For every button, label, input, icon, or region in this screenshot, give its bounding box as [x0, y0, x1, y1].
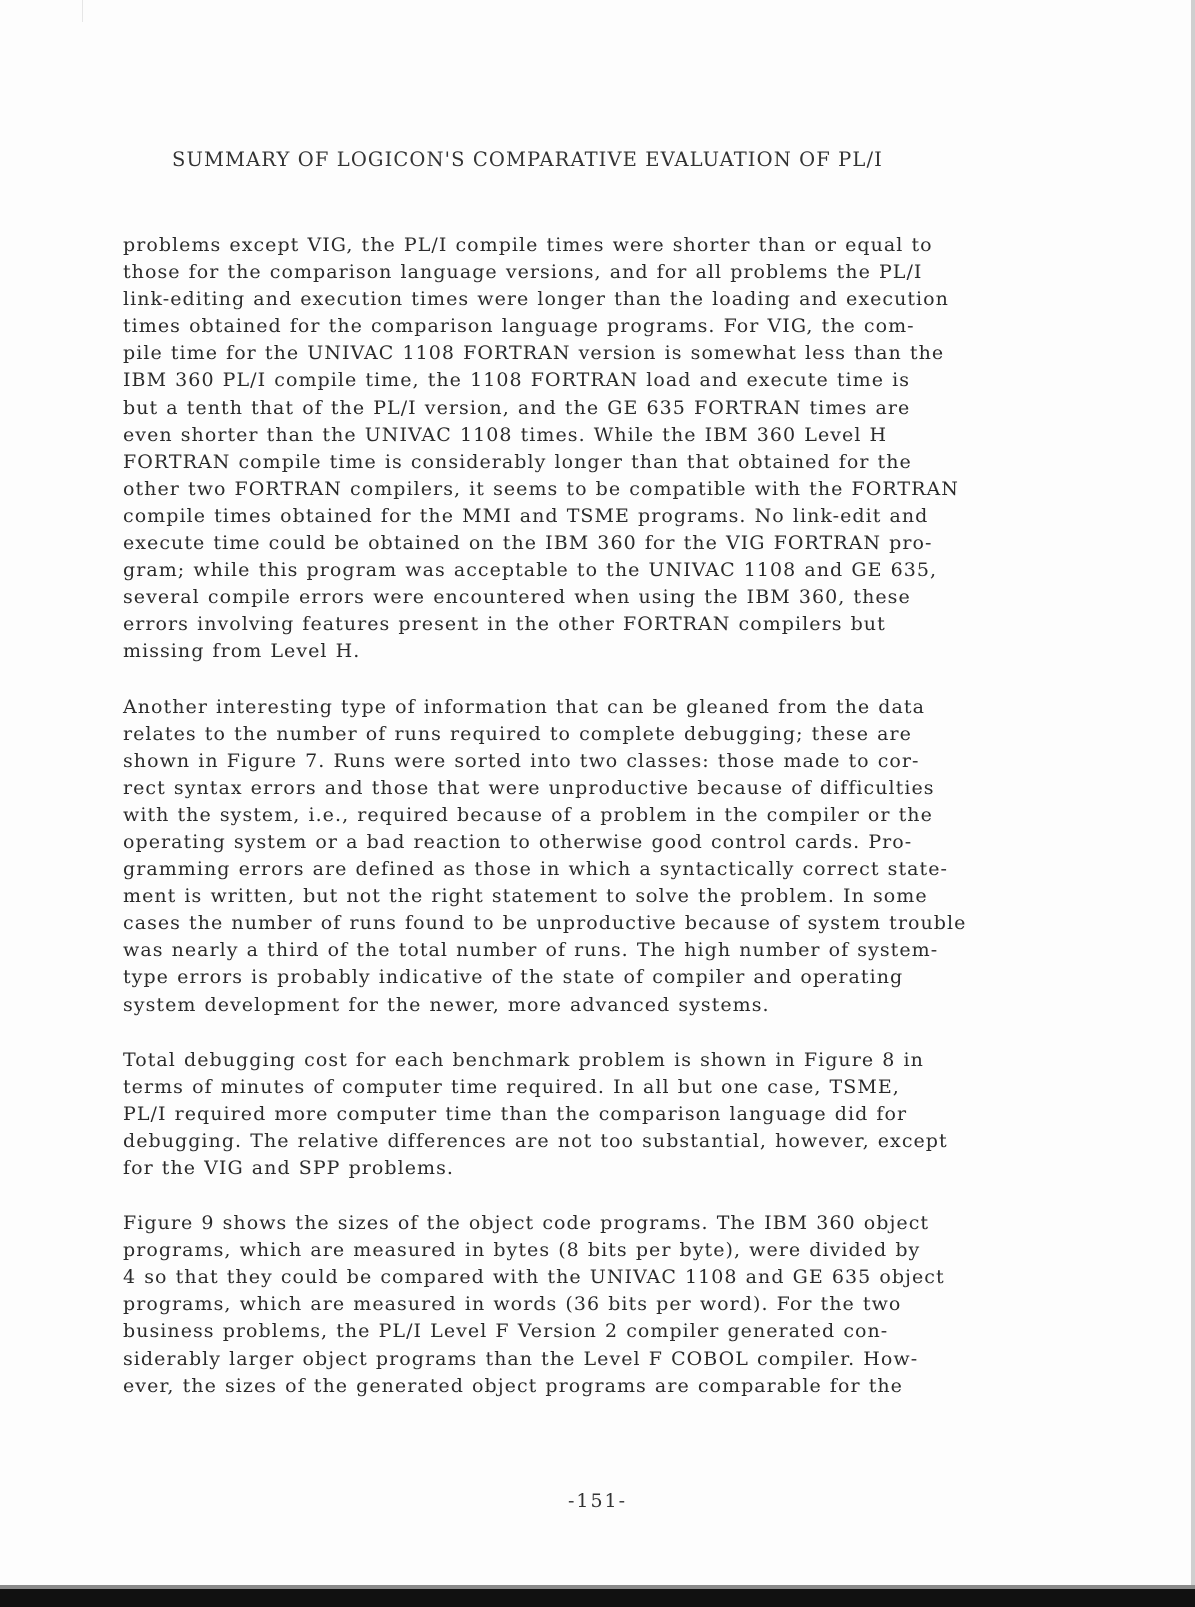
text-line: shown in Figure 7. Runs were sorted into two classes: those made to cor- [123, 749, 920, 772]
text-line: Total debugging cost for each benchmark problem is shown in Figure 8 in [123, 1048, 924, 1071]
text-line: cases the number of runs found to be unproductive because of system trouble [123, 912, 967, 935]
text-line: type errors is probably indicative of the state of compiler and operating [123, 966, 904, 989]
text-line: for the VIG and SPP problems. [123, 1157, 455, 1179]
text-line: missing from Level H. [123, 640, 361, 663]
text-line: compile times obtained for the MMI and TSME programs. No link-edit and [123, 504, 929, 527]
paragraph-2 [123, 694, 1083, 1019]
text-line: execute time could be obtained on the IBM 360 for the VIG FORTRAN pro- [123, 532, 933, 555]
text-line: even shorter than the UNIVAC 1108 times. While the IBM 360 Level H [123, 423, 888, 446]
scan-bottom-edge [0, 1589, 1195, 1607]
text-line: ment is written, but not the right statement to solve the problem. In some [123, 885, 928, 908]
running-head: SUMMARY OF LOGICON'S COMPARATIVE EVALUATION OF PL/I [172, 148, 883, 171]
scan-margin-mark [82, 0, 83, 22]
text-line: FORTRAN compile time is considerably longer than that obtained for the [123, 450, 912, 473]
text-line: PL/I required more computer time than the comparison language did for [123, 1102, 908, 1125]
text-line: Figure 9 shows the sizes of the object code programs. The IBM 360 object [123, 1212, 930, 1235]
text-line: link-editing and execution times were longer than the loading and execution [123, 288, 949, 311]
text-line: relates to the number of runs required to complete debugging; these are [123, 722, 912, 745]
text-line: but a tenth that of the PL/I version, and the GE 635 FORTRAN times are [123, 396, 911, 419]
text-line: system development for the newer, more advanced systems. [123, 993, 770, 1016]
text-line: Another interesting type of information that can be gleaned from the data [123, 695, 925, 718]
text-line: errors involving features present in the other FORTRAN compilers but [123, 613, 886, 636]
text-line: IBM 360 PL/I compile time, the 1108 FORTRAN load and execute time is [123, 369, 911, 392]
text-line: was nearly a third of the total number of runs. The high number of system- [123, 939, 939, 962]
text-line: those for the comparison language versions, and for all problems the PL/I [123, 261, 923, 284]
text-line: ever, the sizes of the generated object programs are comparable for the [123, 1374, 903, 1397]
text-line: other two FORTRAN compilers, it seems to be compatible with the FORTRAN [123, 477, 959, 500]
page-number: -151- [567, 1490, 628, 1512]
text-line: business problems, the PL/I Level F Version 2 compiler generated con- [123, 1320, 889, 1343]
text-line: pile time for the UNIVAC 1108 FORTRAN version is somewhat less than the [123, 342, 945, 365]
text-line: several compile errors were encountered when using the IBM 360, these [123, 586, 911, 609]
text-line: operating system or a bad reaction to otherwise good control cards. Pro- [123, 830, 913, 853]
body-text [123, 232, 1083, 1428]
text-line: rect syntax errors and those that were unproductive because of difficulties [123, 776, 935, 799]
text-line: terms of minutes of computer time required. In all but one case, TSME, [123, 1075, 900, 1098]
text-line: gram; while this program was acceptable to the UNIVAC 1108 and GE 635, [123, 559, 938, 582]
text-line: gramming errors are defined as those in which a syntactically correct state- [123, 858, 948, 881]
text-line: siderably larger object programs than the Level F COBOL compiler. How- [123, 1347, 919, 1370]
paragraph-3 [123, 1047, 1083, 1182]
text-line: debugging. The relative differences are not too substantial, however, except [123, 1129, 948, 1152]
paragraph-4 [123, 1210, 1083, 1400]
text-line: programs, which are measured in words (36 bits per word). For the two [123, 1293, 902, 1316]
text-line: programs, which are measured in bytes (8 bits per byte), were divided by [123, 1239, 921, 1262]
text-line: times obtained for the comparison language programs. For VIG, the com- [123, 315, 915, 338]
text-line: with the system, i.e., required because of a problem in the compiler or the [123, 803, 933, 826]
paragraph-1 [123, 232, 1083, 666]
scan-right-edge [1191, 0, 1195, 1607]
text-line: 4 so that they could be compared with the UNIVAC 1108 and GE 635 object [123, 1266, 945, 1289]
text-line: problems except VIG, the PL/I compile times were shorter than or equal to [123, 234, 933, 256]
